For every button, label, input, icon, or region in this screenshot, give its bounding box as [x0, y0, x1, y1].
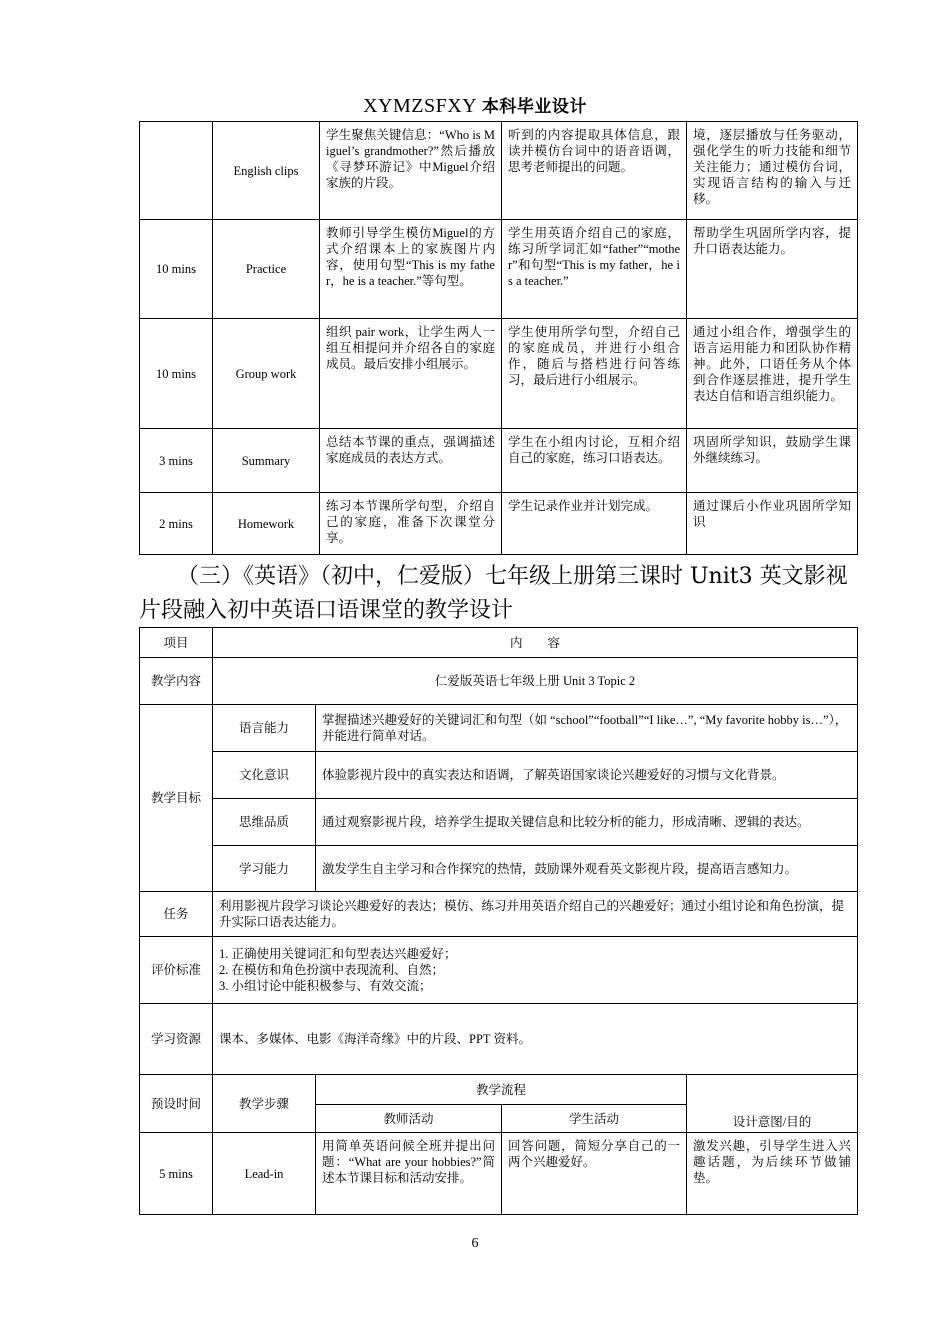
time-cell: 5 mins [140, 1133, 213, 1215]
step-cell: Lead-in [213, 1133, 316, 1215]
teacher-activity-cell: 教师引导学生模仿Miguel的方式介绍课本上的家族图片内容，使用句型“This is my father，he is a teacher.”等句型。 [320, 220, 502, 319]
teacher-activity-cell: 学生聚焦关键信息：“Who is Miguel’s grandmother?”然后播放《寻梦环游记》中Miguel介绍家族的片段。 [320, 122, 502, 220]
eval-item: 2. 在模仿和角色扮演中表现流利、自然； [219, 963, 445, 977]
teacher-activity-cell: 练习本节课所学句型，介绍自己的家庭，准备下次课堂分享。 [320, 493, 502, 555]
teacher-activity-cell: 总结本节课的重点，强调描述家庭成员的表达方式。 [320, 429, 502, 493]
student-activity-cell: 学生用英语介绍自己的家庭，练习所学词汇如“father”“mother”和句型“This is my father，he is a teacher.” [502, 220, 687, 319]
section-title: （三）《英语》（初中，仁爱版）七年级上册第三课时 Unit3 英文影视片段融入初中英语口语课堂的教学设计 [139, 564, 848, 623]
header-time: 预设时间 [140, 1075, 213, 1133]
goal-label: 文化意识 [213, 752, 316, 799]
header-title: 本科毕业设计 [481, 97, 587, 117]
page-number: 6 [471, 1236, 479, 1251]
step-cell: English clips [213, 122, 320, 220]
goals-label: 教学目标 [140, 705, 213, 892]
eval-label: 评价标准 [140, 937, 213, 1004]
eval-list [213, 937, 858, 1004]
content-value: 仁爱版英语七年级上册 Unit 3 Topic 2 [213, 658, 858, 705]
table-row [140, 1133, 858, 1215]
table-row [140, 122, 858, 220]
goal-text: 掌握描述兴趣爱好的关键词汇和句型（如 “school”“football”“I like…”, “My favorite hobby is…”），并能进行简单对话。 [316, 705, 858, 752]
header-student: 学生活动 [502, 1105, 687, 1133]
time-cell: 10 mins [140, 220, 213, 319]
step-cell: Summary [213, 429, 320, 493]
purpose-cell: 境，逐层播放与任务驱动，强化学生的听力技能和细节关注能力；通过模仿台词，实现语言结构的输入与迁移。 [687, 122, 858, 220]
table-row [140, 319, 858, 429]
page-header [0, 92, 950, 118]
lesson-plan-table [139, 627, 858, 1215]
eval-item: 1. 正确使用关键词汇和句型表达兴趣爱好； [219, 947, 457, 961]
time-cell [140, 122, 213, 220]
purpose-cell: 巩固所学知识，鼓励学生课外继续练习。 [687, 429, 858, 493]
goal-text: 通过观察影视片段，培养学生提取关键信息和比较分析的能力，形成清晰、逻辑的表达。 [316, 799, 858, 846]
goal-text: 体验影视片段中的真实表达和语调，了解英语国家谈论兴趣爱好的习惯与文化背景。 [316, 752, 858, 799]
content-label: 教学内容 [140, 658, 213, 705]
student-activity-cell: 学生在小组内讨论，互相介绍自己的家庭，练习口语表达。 [502, 429, 687, 493]
step-cell: Group work [213, 319, 320, 429]
student-activity-cell: 学生记录作业并计划完成。 [502, 493, 687, 555]
step-cell: Practice [213, 220, 320, 319]
step-cell: Homework [213, 493, 320, 555]
student-activity-cell: 学生使用所学句型，介绍自己的家庭成员，并进行小组合作，随后与搭档进行问答练习，最后进行小组展示。 [502, 319, 687, 429]
student-activity-cell: 回答问题，简短分享自己的一两个兴趣爱好。 [502, 1133, 687, 1215]
goal-text: 激发学生自主学习和合作探究的热情，鼓励课外观看英文影视片段，提高语言感知力。 [316, 846, 858, 892]
teacher-activity-cell: 用简单英语问候全班并提出问题：“What are your hobbies?”简述本节课目标和活动安排。 [316, 1133, 502, 1215]
table-row [140, 220, 858, 319]
time-cell: 3 mins [140, 429, 213, 493]
task-text: 利用影视片段学习谈论兴趣爱好的表达；模仿、练习并用英语介绍自己的兴趣爱好；通过小组讨论和角色扮演，提升实际口语表达能力。 [213, 892, 858, 937]
goal-label: 语言能力 [213, 705, 316, 752]
header-item: 项目 [140, 628, 213, 658]
purpose-cell: 帮助学生巩固所学内容，提升口语表达能力。 [687, 220, 858, 319]
resources-text: 课本、多媒体、电影《海洋奇缘》中的片段、PPT 资料。 [213, 1004, 858, 1075]
purpose-cell: 激发兴趣，引导学生进入兴趣话题，为后续环节做铺垫。 [687, 1133, 858, 1215]
teacher-activity-cell: 组织 pair work，让学生两人一组互相提问并介绍各自的家庭成员。最后安排小组展示。 [320, 319, 502, 429]
lesson-plan-table-continued [139, 121, 858, 555]
header-purpose: 设计意图/目的 [687, 1075, 858, 1133]
purpose-cell: 通过小组合作，增强学生的语言运用能力和团队协作精神。此外，口语任务从个体到合作逐层推进，提升学生表达自信和语言组织能力。 [687, 319, 858, 429]
task-label: 任务 [140, 892, 213, 937]
header-code: XYMZSFXY [363, 95, 477, 117]
resources-label: 学习资源 [140, 1004, 213, 1075]
header-content: 内 容 [213, 628, 858, 658]
time-cell: 10 mins [140, 319, 213, 429]
header-teacher: 教师活动 [316, 1105, 502, 1133]
table-row [140, 493, 858, 555]
student-activity-cell: 听到的内容提取具体信息，跟读并模仿台词中的语音语调，思考老师提出的问题。 [502, 122, 687, 220]
goal-label: 学习能力 [213, 846, 316, 892]
header-flow: 教学流程 [316, 1075, 687, 1105]
goal-label: 思维品质 [213, 799, 316, 846]
table-row [140, 429, 858, 493]
header-step: 教学步骤 [213, 1075, 316, 1133]
purpose-cell: 通过课后小作业巩固所学知识 [687, 493, 858, 555]
time-cell: 2 mins [140, 493, 213, 555]
eval-item: 3. 小组讨论中能积极参与、有效交流； [219, 979, 432, 993]
